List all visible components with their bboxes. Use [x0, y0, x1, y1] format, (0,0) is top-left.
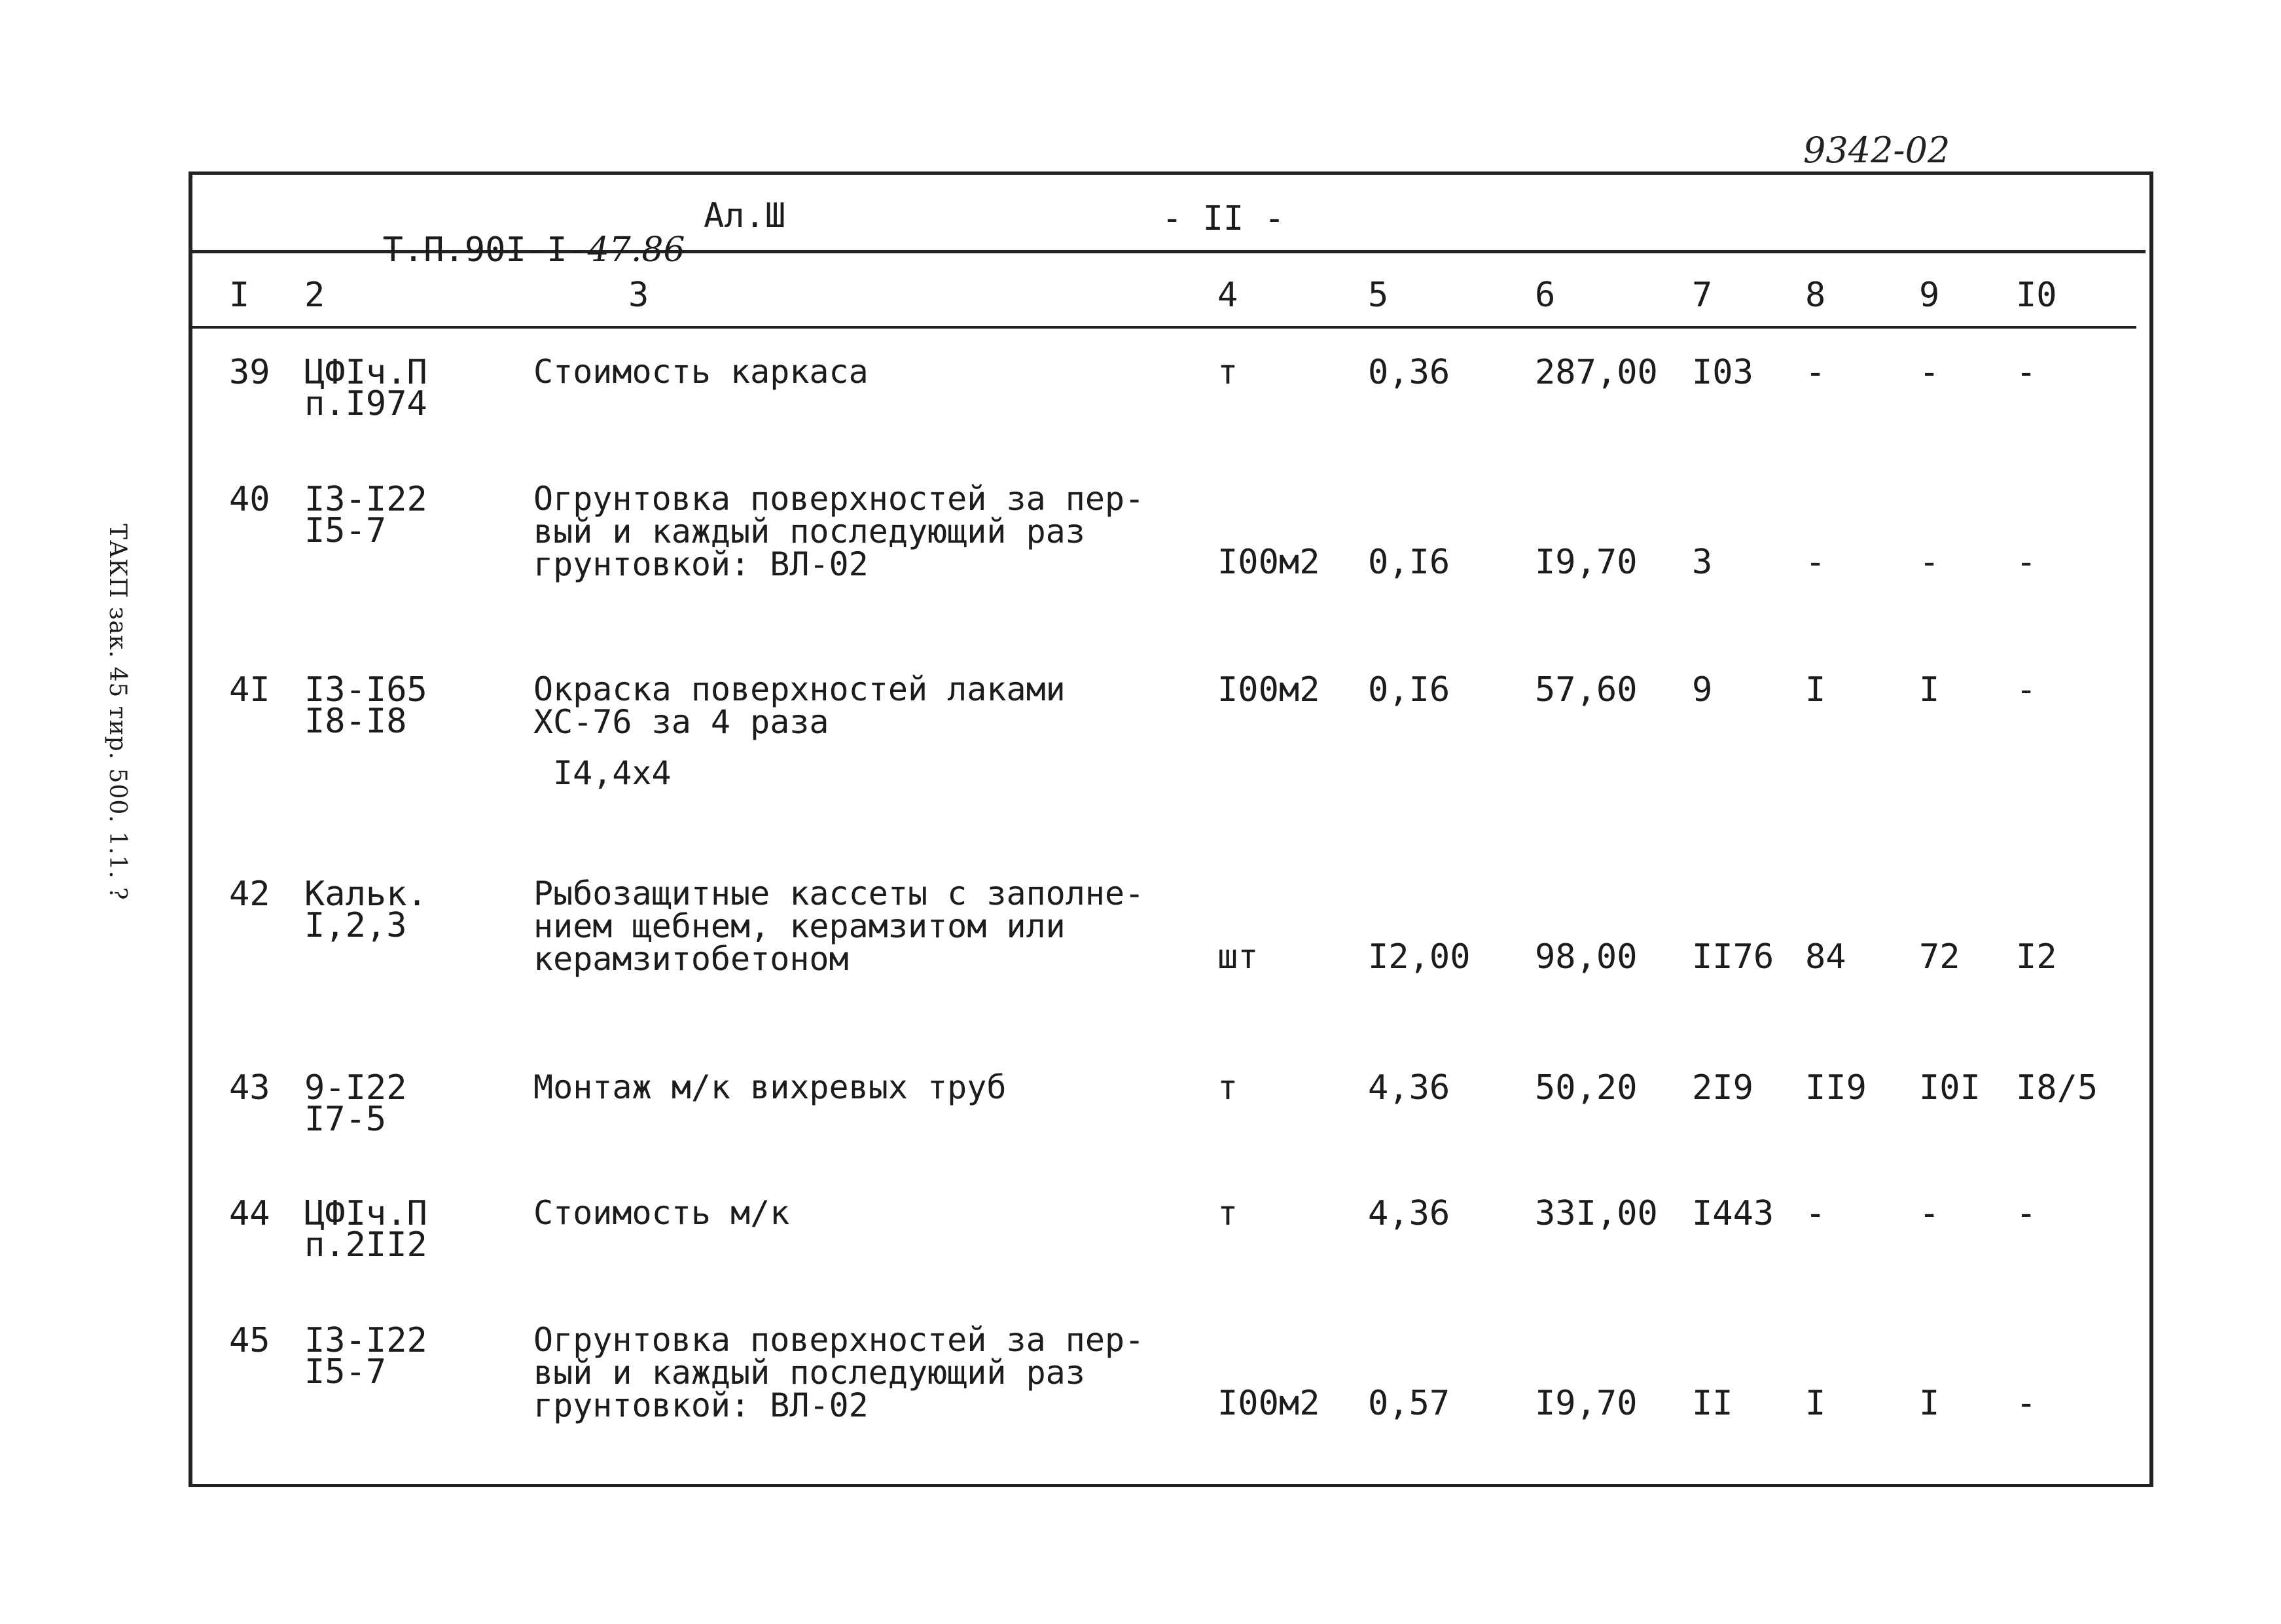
norm-code: I,2,3: [304, 906, 407, 945]
quantity: I2,00: [1368, 937, 1471, 977]
document-number: 9342-02: [1803, 130, 1950, 171]
total-cost: I03: [1692, 353, 1753, 392]
unit: шт: [1217, 937, 1259, 977]
total-cost: 2I9: [1692, 1068, 1753, 1108]
unit: т: [1217, 353, 1238, 392]
unit-price: I9,70: [1535, 1384, 1638, 1423]
album-label: Ал.Ш: [704, 196, 786, 236]
column-header: 4: [1217, 276, 1238, 315]
work-description: нием щебнем, керамзитом или: [533, 907, 1066, 945]
unit-price: 33I,00: [1535, 1194, 1658, 1233]
work-description: Монтаж м/к вихревых труб: [533, 1068, 1007, 1106]
column-header: 6: [1535, 276, 1556, 315]
col-8-value: I: [1805, 1384, 1826, 1423]
row-number: 44: [229, 1194, 270, 1233]
col-10-value: -: [2016, 1194, 2037, 1233]
norm-code: I7-5: [304, 1100, 387, 1139]
column-header: 8: [1805, 276, 1826, 315]
work-description: Стоимость каркаса: [533, 353, 869, 391]
doc-code: [342, 199, 685, 270]
row-number: 45: [229, 1321, 270, 1360]
page-number: - II -: [1162, 199, 1285, 238]
column-header: I: [229, 276, 250, 315]
norm-code: I8-I8: [304, 702, 407, 741]
work-description: Окраска поверхностей лаками: [533, 670, 1066, 708]
col-10-value: -: [2016, 353, 2037, 392]
quantity: 0,I6: [1368, 670, 1450, 710]
unit: I00м2: [1217, 543, 1320, 582]
column-header-divider: [192, 326, 2136, 329]
norm-code: ЦФIч.П: [304, 353, 427, 392]
column-header: 2: [304, 276, 325, 315]
work-description: вый и каждый последующий раз: [533, 1354, 1085, 1392]
column-header: I0: [2016, 276, 2057, 315]
col-8-value: -: [1805, 353, 1826, 392]
column-header: 5: [1368, 276, 1389, 315]
unit-price: 50,20: [1535, 1068, 1638, 1108]
col-9-value: 72: [1919, 937, 1960, 977]
doc-code-handwritten: 47.86: [587, 230, 685, 270]
work-description: керамзитобетоном: [533, 940, 849, 978]
margin-stamp: ТАКП зак. 45 тир. 500. 1.1. ?: [104, 524, 131, 901]
row-number: 39: [229, 353, 270, 392]
norm-code: I3-I65: [304, 670, 427, 710]
col-8-value: -: [1805, 543, 1826, 582]
norm-code: п.I974: [304, 384, 427, 424]
work-description: Огрунтовка поверхностей за пер-: [533, 480, 1145, 518]
quantity: 4,36: [1368, 1068, 1450, 1108]
col-9-value: -: [1919, 1194, 1940, 1233]
row-number: 43: [229, 1068, 270, 1108]
table-frame: [189, 171, 2153, 1487]
col-8-value: II9: [1805, 1068, 1867, 1108]
col-9-value: -: [1919, 353, 1940, 392]
work-description: Рыбозащитные кассеты с заполне-: [533, 875, 1145, 912]
unit: I00м2: [1217, 670, 1320, 710]
col-8-value: I: [1805, 670, 1826, 710]
norm-code: Кальк.: [304, 875, 427, 914]
column-header: 7: [1692, 276, 1713, 315]
col-10-value: I2: [2016, 937, 2057, 977]
work-description: грунтовкой: ВЛ-02: [533, 545, 869, 583]
work-description: Огрунтовка поверхностей за пер-: [533, 1321, 1145, 1359]
unit-price: I9,70: [1535, 543, 1638, 582]
total-cost: I443: [1692, 1194, 1774, 1233]
unit-price: 287,00: [1535, 353, 1658, 392]
work-description: вый и каждый последующий раз: [533, 513, 1085, 550]
total-cost: II: [1692, 1384, 1733, 1423]
unit-price: 98,00: [1535, 937, 1638, 977]
col-10-value: I8/5: [2016, 1068, 2098, 1108]
col-9-value: I: [1919, 670, 1940, 710]
norm-code: I5-7: [304, 1352, 387, 1392]
work-description: грунтовкой: ВЛ-02: [533, 1386, 869, 1424]
total-cost: 9: [1692, 670, 1713, 710]
column-header: 3: [628, 276, 649, 315]
col-9-value: -: [1919, 543, 1940, 582]
quantity: 0,36: [1368, 353, 1450, 392]
row-number: 4I: [229, 670, 270, 710]
col-8-value: -: [1805, 1194, 1826, 1233]
total-cost: 3: [1692, 543, 1713, 582]
col-10-value: -: [2016, 1384, 2037, 1423]
col-10-value: -: [2016, 543, 2037, 582]
norm-code: ЦФIч.П: [304, 1194, 427, 1233]
col-8-value: 84: [1805, 937, 1846, 977]
quantity: 0,I6: [1368, 543, 1450, 582]
norm-code: I3-I22: [304, 1321, 427, 1360]
work-description: ХС-76 за 4 раза: [533, 703, 829, 741]
unit: I00м2: [1217, 1384, 1320, 1423]
norm-code: 9-I22: [304, 1068, 407, 1108]
norm-code: п.2II2: [304, 1225, 427, 1265]
work-description: Стоимость м/к: [533, 1194, 790, 1232]
doc-code-prefix: Т.П.90I-I-: [382, 230, 588, 270]
col-9-value: I: [1919, 1384, 1940, 1423]
row-number: 42: [229, 875, 270, 914]
unit-price: 57,60: [1535, 670, 1638, 710]
norm-code: I3-I22: [304, 480, 427, 519]
quantity: 4,36: [1368, 1194, 1450, 1233]
total-cost: II76: [1692, 937, 1774, 977]
col-9-value: I0I: [1919, 1068, 1981, 1108]
quantity: 0,57: [1368, 1384, 1450, 1423]
unit: т: [1217, 1194, 1238, 1233]
row-number: 40: [229, 480, 270, 519]
column-header: 9: [1919, 276, 1940, 315]
col-10-value: -: [2016, 670, 2037, 710]
unit: т: [1217, 1068, 1238, 1108]
calc-note: I4,4x4: [553, 754, 672, 792]
norm-code: I5-7: [304, 511, 387, 550]
